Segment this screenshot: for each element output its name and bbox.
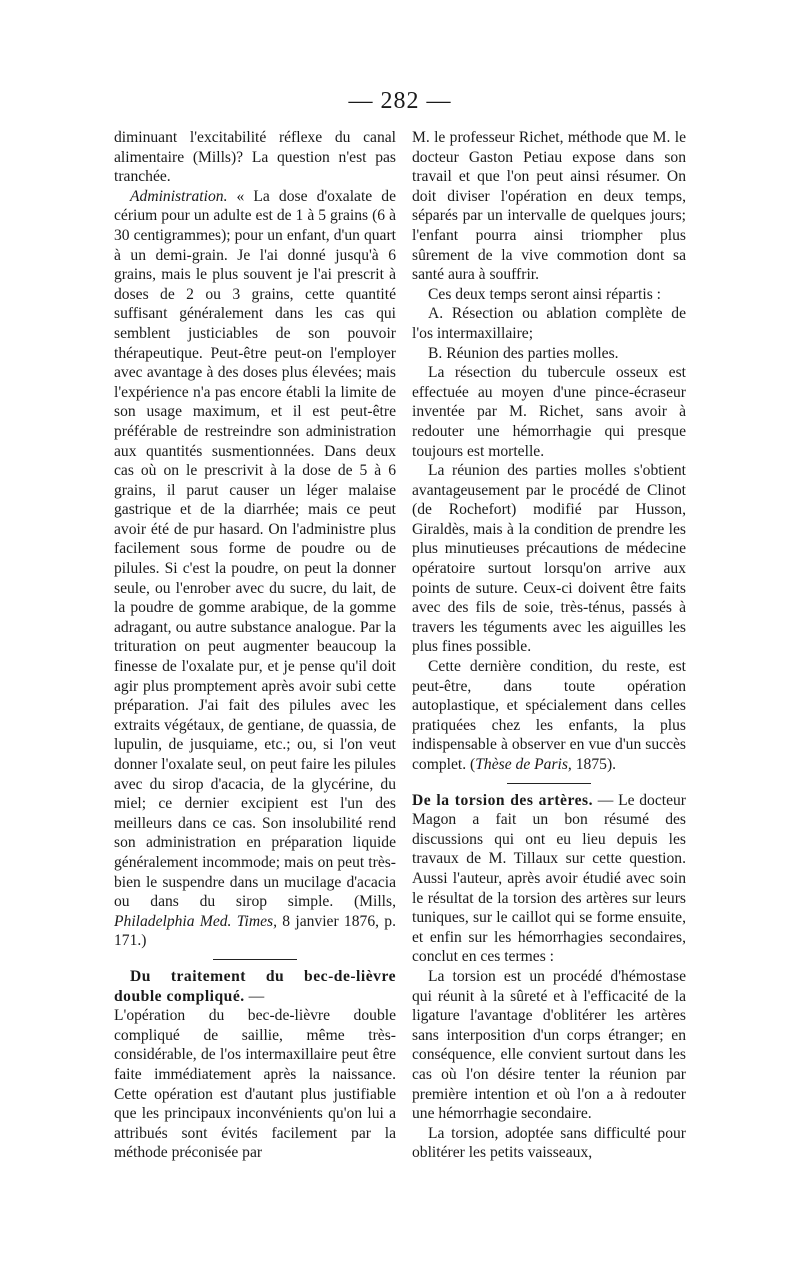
right-paragraph-1: M. le professeur Richet, méthode que M. le docteur Gaston Petiau expose dans son travail et que l'on peut ainsi résumer. On doit diviser l'opération en deux temps, séparés par un intervalle de quelques jours; l'enfant pourra ainsi triompher plus sûrement de la vive commotion dont sa santé aura à souffrir. <box>412 129 686 284</box>
these-citation-close: 1875). <box>575 756 617 773</box>
left-paragraph-1: diminuant l'excitabilité réflexe du canal alimentaire (Mills)? La question n'est pas tranchée. <box>114 129 396 186</box>
these-citation-open: ( <box>470 756 476 773</box>
list-item-a: A. Résection ou ablation complète de l'os intermaxillaire; <box>412 305 686 342</box>
page-number: — 282 — <box>348 88 452 114</box>
section-heading-bec-de-lievre <box>114 967 396 1006</box>
torsion-intro-text: Le docteur Magon a fait un bon résumé des discussions qui ont eu lieu depuis les travaux de M. Tillaux sur cette question. Aussi l'auteur, après avoir étudié avec soin le résultat de la torsion des artères sur leurs tuniques, sur le caillot qui se forme ensuite, et enfin sur les hémorrhagies secondaires, conclut en ces termes : <box>412 791 687 966</box>
right-paragraph-reunion: La réunion des parties molles s'obtient avantageusement par le procédé de Clinot (de Rochefort) modifié par Husson, Giraldès, mais à la condition de prendre les plus minutieuses précautions de médecine opératoire surtout lorsqu'on arrive aux points de suture. Ceux-ci doivent être faits avec des fils de soie, très-ténus, passés à travers les téguments avec les aiguilles les plus fines possible. <box>412 462 686 656</box>
right-paragraph-condition <box>412 657 686 775</box>
list-item-b: B. Réunion des parties molles. <box>428 344 619 362</box>
section-title-torsion: De la torsion des artères. <box>412 791 594 809</box>
mills-citation-journal: Philadelphia Med. Times, <box>114 912 278 930</box>
right-paragraph-torsion-final: La torsion, adoptée sans difficulté pour oblitérer les petits vaisseaux, <box>412 1124 686 1162</box>
section-dash-right: — <box>597 791 614 809</box>
condition-text: Cette dernière condition, du reste, est peut-être, dans toute opération autoplastique, et spécialement dans celles pratiquées chez les enfants, la plus indispensable à observer en vue d'un succès complet. <box>412 658 686 773</box>
left-column <box>114 128 396 1163</box>
section-divider-left <box>213 959 297 960</box>
section-heading-torsion <box>412 791 686 967</box>
section-divider-right <box>507 783 591 784</box>
mills-citation-close: 8 janvier 1876, p. 171.) <box>114 912 396 950</box>
administration-text: « La dose d'oxalate de cérium pour un adulte est de 1 à 5 grains (6 à 30 centigrammes); pour un enfant, d'un quart à un demi-grain. Je l'ai donné jusqu'à 6 grains, mais le plus souvent je l'ai prescrit à doses de 2 ou 3 grains, cette quantité suffisant généralement dans les cas qui semblent justiciables de son pouvoir thérapeutique. Peut-être peut-on l'employer avec avantage à des doses plus élevées; mais l'expérience n'a pas encore établi la limite de son usage maximum, et il est peut-être préférable de restreindre son administration aux quantités susmentionnées. Dans deux cas où on le prescrivit à la dose de 5 à 6 grains, il parut causer un léger malaise gastrique et de la diarrhée; mais ce peut avoir été de pur hasard. On l'administre plus facilement sous forme de poudre ou de pilules. Si c'est la poudre, on peut la donner seule, ou l'enrober avec du sucre, du lait, de la poudre de gomme arabique, de la gomme adragant, ou autre substance analogue. Par la trituration on peut augmenter beaucoup la finesse de l'oxalate pur, et je pense qu'il doit agir plus promptement après avoir subi cette préparation. J'ai fait des pilules avec les extraits végétaux, de gentiane, de quassia, de lupulin, de jusquiame, etc.; ou, si l'on veut donner l'oxalate seul, on peut faire les pilules avec du sirop d'acacia, de la glycérine, du miel; ce dernier excipient est l'un des meilleurs dans ce cas. Son insolubilité rend son administration en préparation liquide généralement incommode; mais on peut très-bien le suspendre dans un mucilage d'acacia ou dans du sirop simple. <box>114 187 396 911</box>
section-dash-left: — <box>248 987 265 1005</box>
right-column <box>412 128 686 1163</box>
right-paragraph-resection: La résection du tubercule osseux est effectuée au moyen d'une pince-écraseur inventée par M. Richet, sans avoir à redouter une hémorrhagie qui presque toujours est mortelle. <box>412 364 686 460</box>
these-citation-title: Thèse de Paris, <box>475 756 572 773</box>
left-paragraph-administration <box>114 187 396 951</box>
left-paragraph-operation: L'opération du bec-de-lièvre double compliqué de saillie, même très-considérable, de l'os intermaxillaire peut être faite immédiatement après la naissance. Cette opération est d'autant plus justifiable que les principaux inconvénients qu'on lui a attribués sont évités facilement par la méthode préconisée par <box>114 1007 396 1162</box>
right-paragraph-torsion-conclusion: La torsion est un procédé d'hémostase qui réunit à la sûreté et à l'efficacité de la ligature l'avantage d'oblitérer les artères sans interposition d'un corps étranger; en conséquence, elle convient surtout dans les cas où l'on désire tenter la réunion par première intention et où l'on a à redouter une hémorrhagie secondaire. <box>412 967 686 1123</box>
right-paragraph-2: Ces deux temps seront ainsi répartis : <box>428 285 661 303</box>
section-title-bec-de-lievre: Du traitement du bec-de-lièvre double compliqué. <box>114 967 396 1005</box>
administration-heading: Administration. <box>130 187 228 205</box>
mills-citation-open: (Mills, <box>353 893 396 911</box>
